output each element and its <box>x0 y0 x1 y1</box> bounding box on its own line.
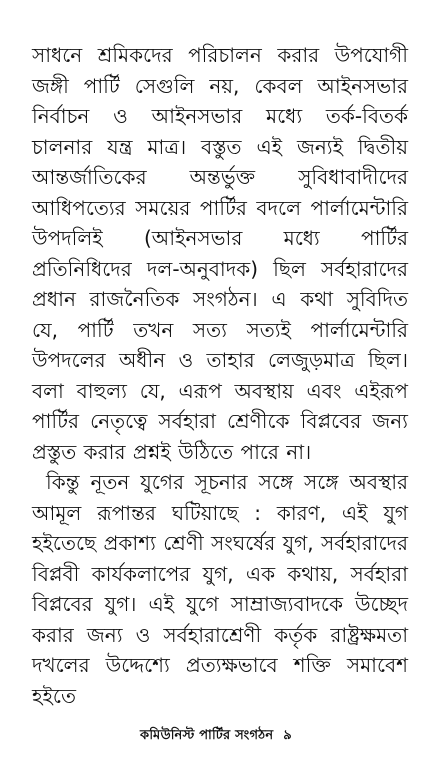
page-footer <box>0 726 432 747</box>
running-title: কমিউনিস্ট পার্টির সংগঠন <box>140 728 274 743</box>
page-number: ৯ <box>283 728 292 743</box>
body-text <box>32 40 408 711</box>
paragraph-2: কিন্তু নূতন যুগের সূচনার সঙ্গে সঙ্গে অবস্থার আমূল রূপান্তর ঘটিয়াছে : কারণ, এই যুগ হইতেছে প্রকাশ্য শ্রেণী সংঘর্ষের যুগ, সর্বহারাদের বিপ্লবী কার্যকলাপের যুগ, এক কথায়, সর্বহারা বিপ্লবের যুগ। এই যুগে সাম্রাজ্যবাদকে উচ্ছেদ করার জন্য ও সর্বহারাশ্রেণী কর্তৃক রাষ্ট্রক্ষমতা দখলের উদ্দেশ্যে প্রত্যক্ষভাবে শক্তি সমাবেশ হইতে <box>32 470 408 708</box>
paragraph-1: সাধনে শ্রমিকদের পরিচালন করার উপযোগী জঙ্গী পার্টি সেগুলি নয়, কেবল আইনসভার নির্বাচন ও আইনসভার মধ্যে তর্ক-বিতর্ক চালনার যন্ত্র মাত্র। বস্তুত এই জন্যই দ্বিতীয় আন্তর্জাতিকের অন্তর্ভুক্ত সুবিধাবাদীদের আধিপত্যের সময়ের পার্টির বদলে পার্লামেন্টারি উপদলিই (আইনসভার মধ্যে পার্টির প্রতিনিধিদের দল-অনুবাদক) ছিল সর্বহারাদের প্রধান রাজনৈতিক সংগঠন। এ কথা সুবিদিত যে, পার্টি তখন সত্য সত্যই পার্লামেন্টারি উপদলের অধীন ও তাহার লেজুড়মাত্র ছিল। বলা বাহুল্য যে, এরূপ অবস্থায় এবং এইরূপ পার্টির নেতৃত্বে সর্বহারা শ্রেণীকে বিপ্লবের জন্য প্রস্তুত করার প্রশ্নই উঠিতে পারে না। <box>32 43 408 464</box>
